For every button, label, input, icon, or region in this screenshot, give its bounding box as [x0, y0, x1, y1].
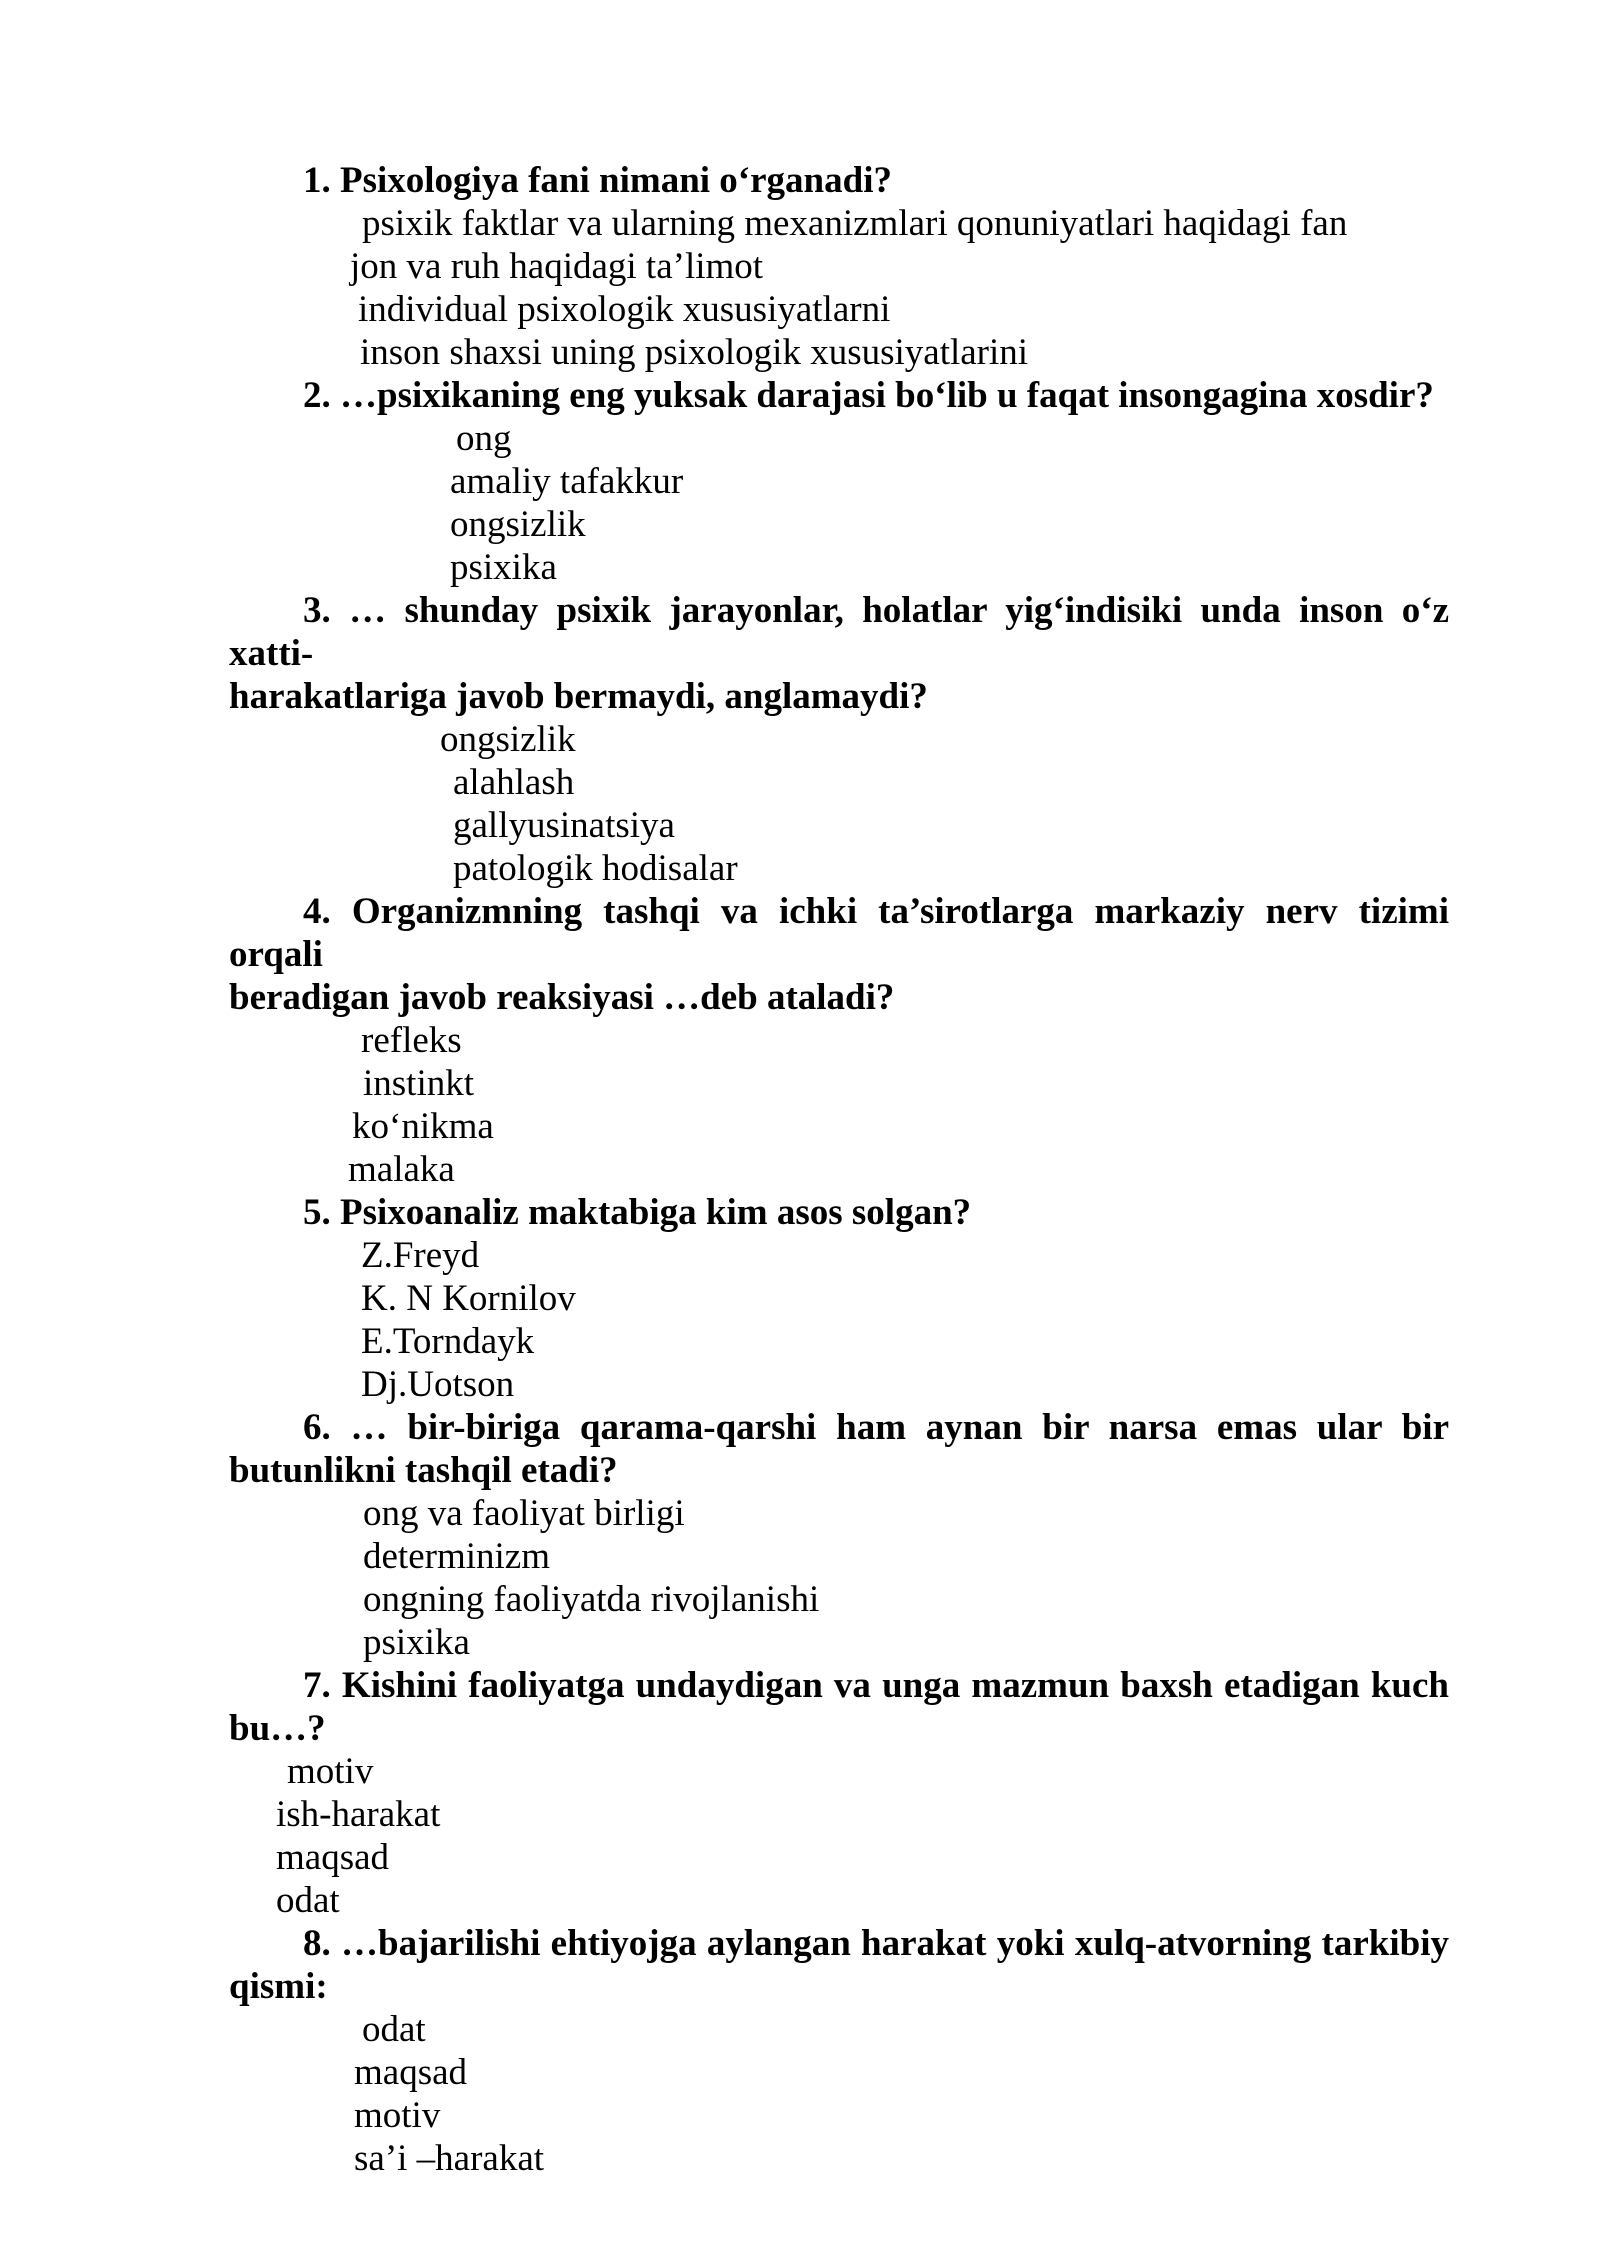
answer-option: motiv	[287, 1751, 374, 1792]
answer-option: psixika	[363, 1622, 470, 1663]
answer-option: motiv	[354, 2095, 441, 2136]
question-text-line1: 3. … shunday psixik jarayonlar, holatlar yig‘indisiki unda inson o‘z xatti-	[229, 590, 1449, 674]
answer-option: E.Torndayk	[361, 1321, 535, 1362]
answer-options	[229, 1019, 1449, 1191]
answer-option: refleks	[361, 1020, 462, 1061]
answer-option: patologik hodisalar	[453, 848, 738, 889]
question-3	[229, 589, 1449, 890]
answer-option: maqsad	[354, 2052, 468, 2093]
question-2	[229, 374, 1449, 589]
answer-option: individual psixologik xususiyatlarni	[358, 289, 891, 330]
answer-option: ong	[456, 418, 512, 459]
answer-option: ongsizlik	[450, 504, 586, 545]
answer-options	[229, 2008, 1449, 2180]
answer-option: ish-harakat	[276, 1794, 441, 1835]
question-4	[229, 890, 1449, 1191]
answer-options	[229, 417, 1449, 589]
answer-option: ongning faoliyatda rivojlanishi	[363, 1579, 820, 1620]
question-text-line2: butunlikni tashqil etadi?	[229, 1450, 618, 1491]
question-text-line1: 8. …bajarilishi ehtiyojga aylangan harakat yoki xulq-atvorning tarkibiy	[303, 1923, 1449, 1964]
answer-option: K. N Kornilov	[361, 1278, 576, 1319]
answer-options	[229, 1750, 1449, 1922]
answer-option: Dj.Uotson	[361, 1364, 515, 1405]
question-text: 1. Psixologiya fani nimani o‘rganadi?	[303, 160, 892, 201]
answer-option: odat	[362, 2009, 426, 2050]
answer-option: malaka	[348, 1149, 455, 1190]
question-text: 2. …psixikaning eng yuksak darajasi bo‘lib u faqat insongagina xosdir?	[303, 375, 1434, 416]
answer-option: psixik faktlar va ularning mexanizmlari qonuniyatlari haqidagi fan	[362, 203, 1348, 244]
answer-option: instinkt	[363, 1063, 475, 1104]
question-text: 5. Psixoanaliz maktabiga kim asos solgan?	[303, 1192, 972, 1233]
question-text-line2: qismi:	[229, 1966, 328, 2007]
question-text-line1: 7. Kishini faoliyatga undaydigan va unga mazmun baxsh etadigan kuch	[303, 1665, 1449, 1706]
answer-option: maqsad	[276, 1837, 390, 1878]
question-7	[229, 1664, 1449, 1922]
answer-option: ong va faoliyat birligi	[363, 1493, 685, 1534]
answer-option: Z.Freyd	[361, 1235, 480, 1276]
question-text-line1: 6. … bir-biriga qarama-qarshi ham aynan bir narsa emas ular bir	[303, 1407, 1449, 1448]
answer-options	[229, 1492, 1449, 1664]
answer-option: alahlash	[453, 762, 575, 803]
answer-option: odat	[276, 1880, 340, 1921]
answer-option: ongsizlik	[440, 719, 576, 760]
answer-options	[229, 718, 1449, 890]
question-text-line2: bu…?	[229, 1708, 326, 1749]
answer-option: determinizm	[363, 1536, 550, 1577]
question-5	[229, 1191, 1449, 1406]
answer-option: ko‘nikma	[352, 1106, 494, 1147]
answer-options	[229, 202, 1449, 374]
answer-option: sa’i –harakat	[354, 2138, 545, 2179]
question-text-line2: beradigan javob reaksiyasi …deb ataladi?	[229, 977, 895, 1018]
answer-option: inson shaxsi uning psixologik xususiyatlarini	[360, 332, 1029, 373]
question-8	[229, 1922, 1449, 2180]
question-1	[229, 159, 1449, 374]
question-text-line1: 4. Organizmning tashqi va ichki ta’sirotlarga markaziy nerv tizimi orqali	[229, 891, 1449, 975]
question-text-line2: harakatlariga javob bermaydi, anglamaydi?	[229, 676, 928, 717]
answer-options	[229, 1234, 1449, 1406]
answer-option: jon va ruh haqidagi ta’limot	[350, 246, 764, 287]
question-6	[229, 1406, 1449, 1664]
answer-option: gallyusinatsiya	[453, 805, 675, 846]
answer-option: psixika	[450, 547, 557, 588]
answer-option: amaliy tafakkur	[450, 461, 684, 502]
